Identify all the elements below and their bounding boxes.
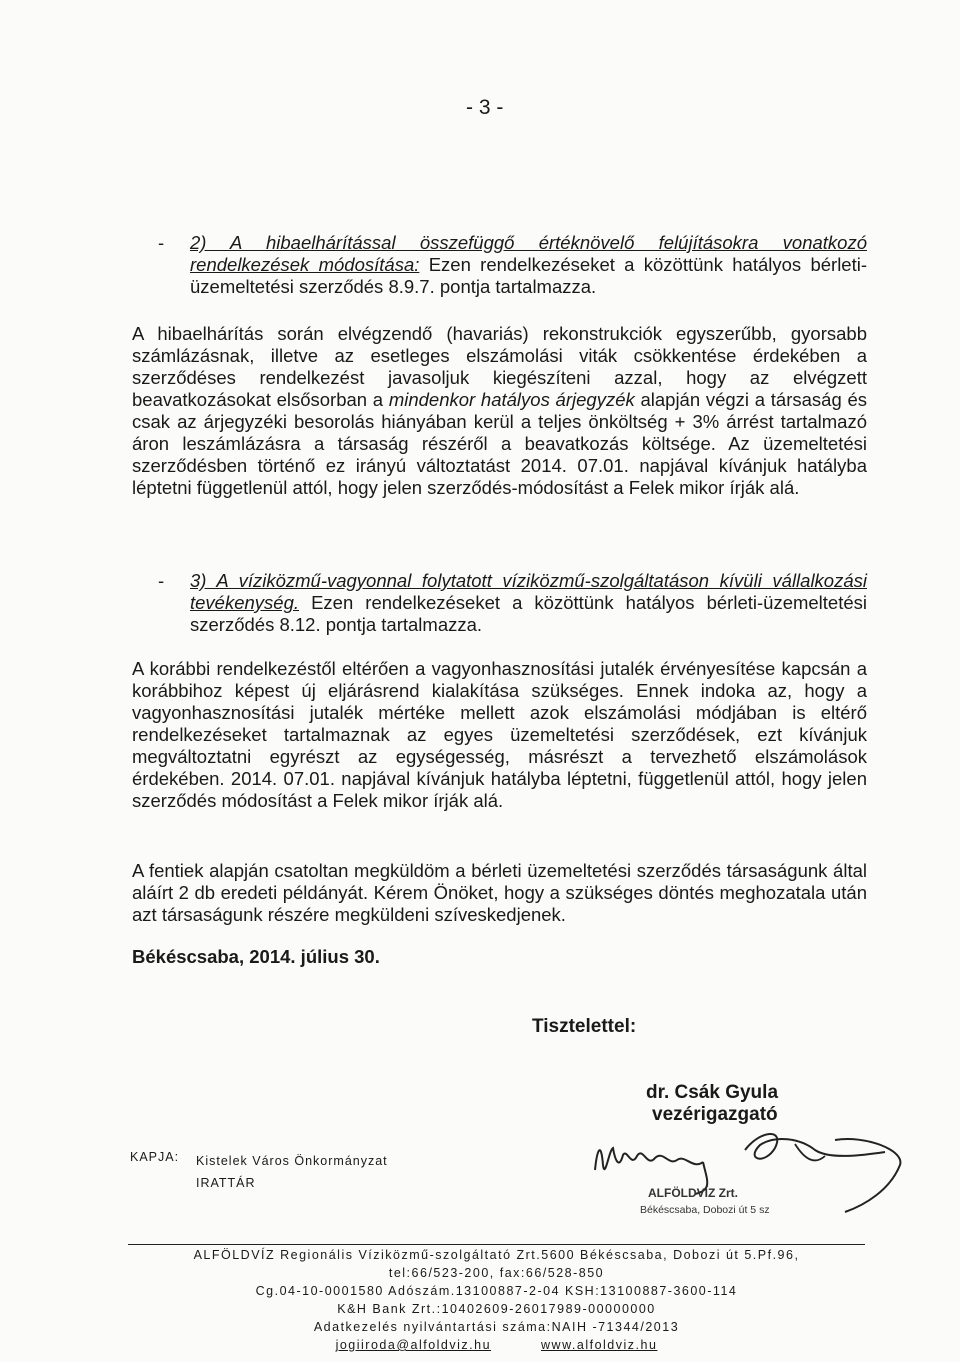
date-line: Békéscsaba, 2014. július 30. (132, 946, 380, 967)
footer-line-2: tel:66/523-200, fax:66/528-850 (388, 1266, 605, 1280)
stamp-company: ALFÖLDVÍZ Zrt. (648, 1186, 738, 1200)
para1-before: A hibaelhárítás során elvégzendő (havariás) rekonstrukciók egyszerűbb, gyorsabb számlázásnak, illetve az esetleges elszámolási viták csökkentése érdekében a szerződéses rendelkezést javasoljuk kiegészíteni azzal, hogy az elvégzett beavatkozásokat elsősorban a (132, 323, 867, 410)
item2-dash: - (158, 232, 165, 253)
footer-line-4: K&H Bank Zrt.:10402609-26017989-00000000 (337, 1302, 656, 1316)
page-number: - 3 - (466, 96, 504, 119)
item3-title: 3) A víziközmű-vagyonnal folytatott víziközmű-szolgáltatáson kívüli vállalkozási tevékenység. (190, 570, 867, 613)
para1-italic: mindenkor hatályos árjegyzék (388, 389, 635, 410)
footer-web-link[interactable]: www.alfoldviz.hu (541, 1338, 658, 1352)
item3-paragraph (190, 570, 867, 636)
footer-email-link[interactable]: jogiiroda@alfoldviz.hu (335, 1338, 492, 1352)
item3-text: Ezen rendelkezéseket a közöttünk hatályos bérleti-üzemeltetési szerződés 8.12. pontja tartalmazza. (190, 592, 868, 635)
kapja-label: KAPJA: (130, 1150, 180, 1164)
closing: Tisztelettel: (532, 1016, 637, 1037)
item2-text: Ezen rendelkezéseket a közöttünk hatályos bérleti-üzemeltetési szerződés 8.9.7. pontja tartalmazza. (190, 254, 868, 297)
item3-dash: - (158, 570, 165, 591)
para1-after: alapján végzi a társaság és csak az árjegyzéki besorolás hiányában kerül a teljes önköltség + 3% árrést tartalmazó áron leszámlázásra a társaság részéről a beavatkozás költsége. Az üzemeltetési szerződésben történő ez irányú változtatást 2014. 07.01. napjával kívánjuk hatályba léptetni függetlenül attól, hogy jelen szerződés-módosítást a Felek mikor írják alá. (132, 389, 868, 498)
footer-contacts (128, 1336, 865, 1354)
kapja-recipients (196, 1150, 388, 1194)
signer-name: dr. Csák Gyula (646, 1082, 779, 1103)
footer-line-3: Cg.04-10-0001580 Adószám.13100887-2-04 KSH:13100887-3600-114 (255, 1284, 738, 1298)
signer-title: vezérigazgató (652, 1104, 778, 1125)
kapja-recipient-2: IRATTÁR (196, 1176, 256, 1190)
footer (128, 1246, 865, 1354)
kapja-recipient-1: Kistelek Város Önkormányzat (196, 1154, 388, 1168)
item2-paragraph (190, 232, 867, 298)
paragraph-hibaelharitas (132, 323, 867, 499)
paragraph-vagyonhasznositas: A korábbi rendelkezéstől eltérően a vagyonhasznosítási jutalék érvényesítése kapcsán a korábbihoz képest új eljárásrend kialakítása szükséges. Ennek indoka az, hogy a vagyonhasznosítási jutalék mértéke mellett azok elszámolási módjában is eltérő rendelkezéseket tartalmaznak az egyes üzemeltetési szerződések, ezt kívánjuk megváltoztatni egyrészt az egységesség, másrészt a tervezhető elszámolások érdekében. 2014. 07.01. napjával kívánjuk hatályba léptetni, függetlenül attól, hogy jelen szerződés módosítást a Felek mikor írják alá. (132, 658, 867, 811)
footer-line-1: ALFÖLDVÍZ Regionális Víziközmű-szolgáltató Zrt.5600 Békéscsaba, Dobozi út 5.Pf.96, (193, 1248, 800, 1262)
paragraph-fentiek: A fentiek alapján csatoltan megküldöm a bérleti üzemeltetési szerződés társaságunk által aláírt 2 db eredeti példányát. Kérem Önöket, hogy a szükséges döntés meghozatala után azt társaságunk részére megküldeni szíveskedjenek. (132, 860, 867, 925)
footer-divider (128, 1244, 865, 1245)
stamp-address: Békéscsaba, Dobozi út 5 sz (640, 1204, 770, 1216)
footer-line-5: Adatkezelés nyilvántartási száma:NAIH -71344/2013 (313, 1320, 680, 1334)
item2-title: 2) A hibaelhárítással összefüggő értéknövelő felújításokra vonatkozó rendelkezések módosítása: (190, 232, 867, 275)
